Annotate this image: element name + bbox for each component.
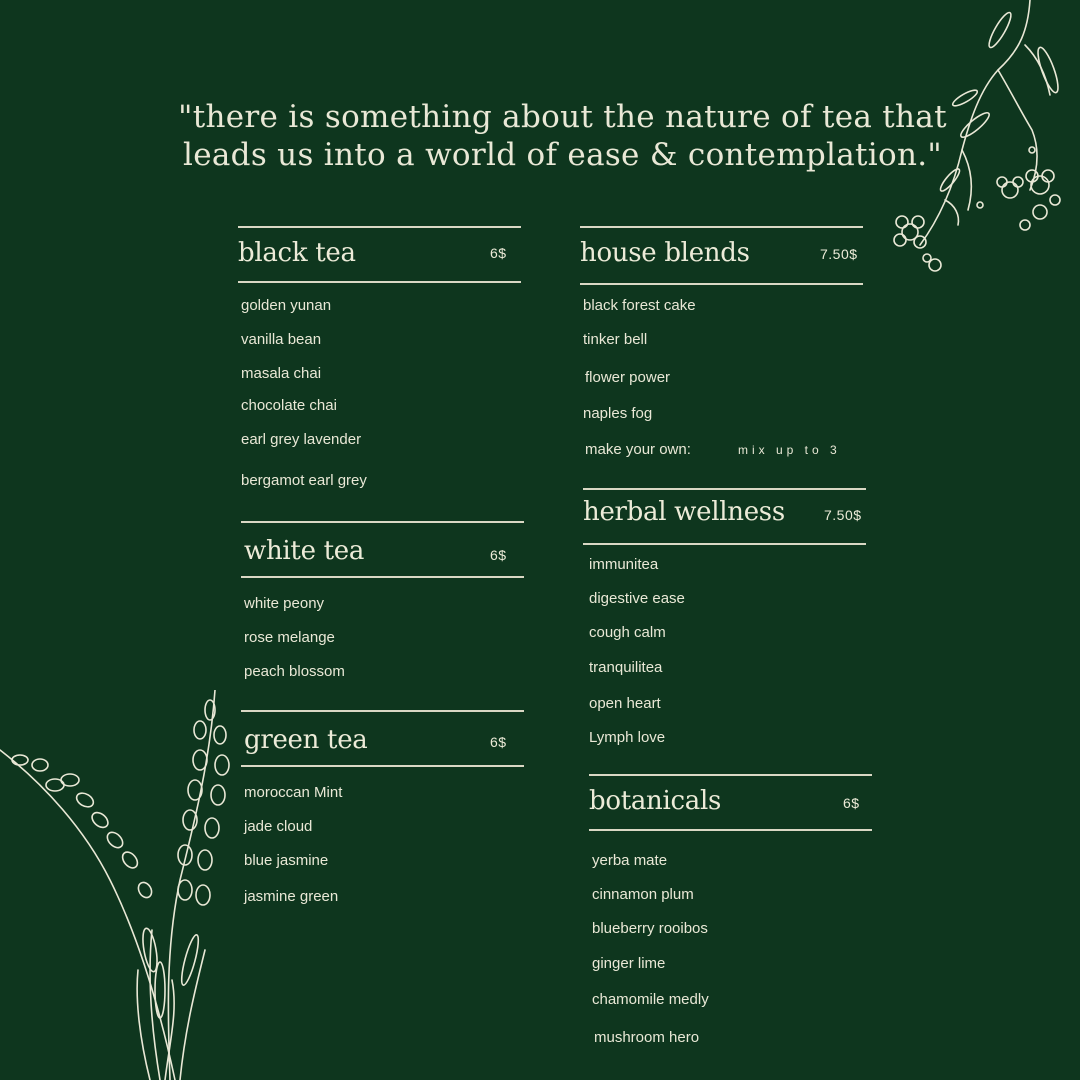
section-title: herbal wellness xyxy=(583,497,785,527)
menu-item: Lymph love xyxy=(589,729,666,746)
menu-item: digestive ease xyxy=(589,590,685,607)
divider-bottom xyxy=(238,281,521,283)
section-title: house blends xyxy=(580,238,750,268)
menu-item: jade cloud xyxy=(244,818,313,835)
menu-item: white peony xyxy=(244,595,325,612)
divider-top xyxy=(589,774,872,776)
menu-item: chocolate chai xyxy=(241,397,337,414)
divider-bottom xyxy=(241,576,524,578)
lavender-illustration xyxy=(0,690,240,1080)
section-price: 7.50$ xyxy=(820,246,858,262)
menu-item: cough calm xyxy=(589,624,666,641)
divider-bottom xyxy=(583,543,866,545)
menu-item: chamomile medly xyxy=(592,991,709,1008)
menu-item: black forest cake xyxy=(583,297,696,314)
menu-item: naples fog xyxy=(583,405,653,422)
menu-item: flower power xyxy=(585,369,671,386)
divider-top xyxy=(580,226,863,228)
mix-note: mix up to 3 xyxy=(738,443,841,457)
divider-bottom xyxy=(241,765,524,767)
quote-line-2: leads us into a world of ease & contemplation." xyxy=(183,137,942,173)
menu-item: earl grey lavender xyxy=(241,431,362,448)
menu-item: peach blossom xyxy=(244,663,345,680)
divider-top xyxy=(241,710,524,712)
divider-top xyxy=(241,521,524,523)
section-title: black tea xyxy=(238,238,356,268)
section-title: white tea xyxy=(244,536,365,566)
menu-item: masala chai xyxy=(241,365,322,382)
flower-branch-illustration xyxy=(880,0,1080,290)
menu-item: ginger lime xyxy=(592,955,666,972)
menu-item: tinker bell xyxy=(583,331,648,348)
menu-item: blue jasmine xyxy=(244,852,329,869)
divider-top xyxy=(583,488,866,490)
menu-item: immunitea xyxy=(589,556,659,573)
menu-item: make your own: xyxy=(585,441,691,458)
menu-item: moroccan Mint xyxy=(244,784,343,801)
divider-bottom xyxy=(580,283,863,285)
divider-bottom xyxy=(589,829,872,831)
menu-item: tranquilitea xyxy=(589,659,663,676)
menu-item: blueberry rooibos xyxy=(592,920,708,937)
menu-item: bergamot earl grey xyxy=(241,472,367,489)
menu-item: golden yunan xyxy=(241,297,332,314)
menu-item: jasmine green xyxy=(244,888,339,905)
menu-item: rose melange xyxy=(244,629,335,646)
menu-item: yerba mate xyxy=(592,852,668,869)
menu-item: vanilla bean xyxy=(241,331,322,348)
section-price: 6$ xyxy=(490,547,507,563)
section-title: green tea xyxy=(244,725,368,755)
divider-top xyxy=(238,226,521,228)
section-price: 6$ xyxy=(490,245,507,261)
menu-item: open heart xyxy=(589,695,661,712)
header-quote xyxy=(150,98,975,174)
section-title: botanicals xyxy=(589,786,722,816)
menu-item: cinnamon plum xyxy=(592,886,694,903)
section-price: 7.50$ xyxy=(824,507,862,523)
section-price: 6$ xyxy=(843,795,860,811)
quote-line-1: "there is something about the nature of tea that xyxy=(178,99,947,135)
section-price: 6$ xyxy=(490,734,507,750)
menu-item: mushroom hero xyxy=(594,1029,700,1046)
